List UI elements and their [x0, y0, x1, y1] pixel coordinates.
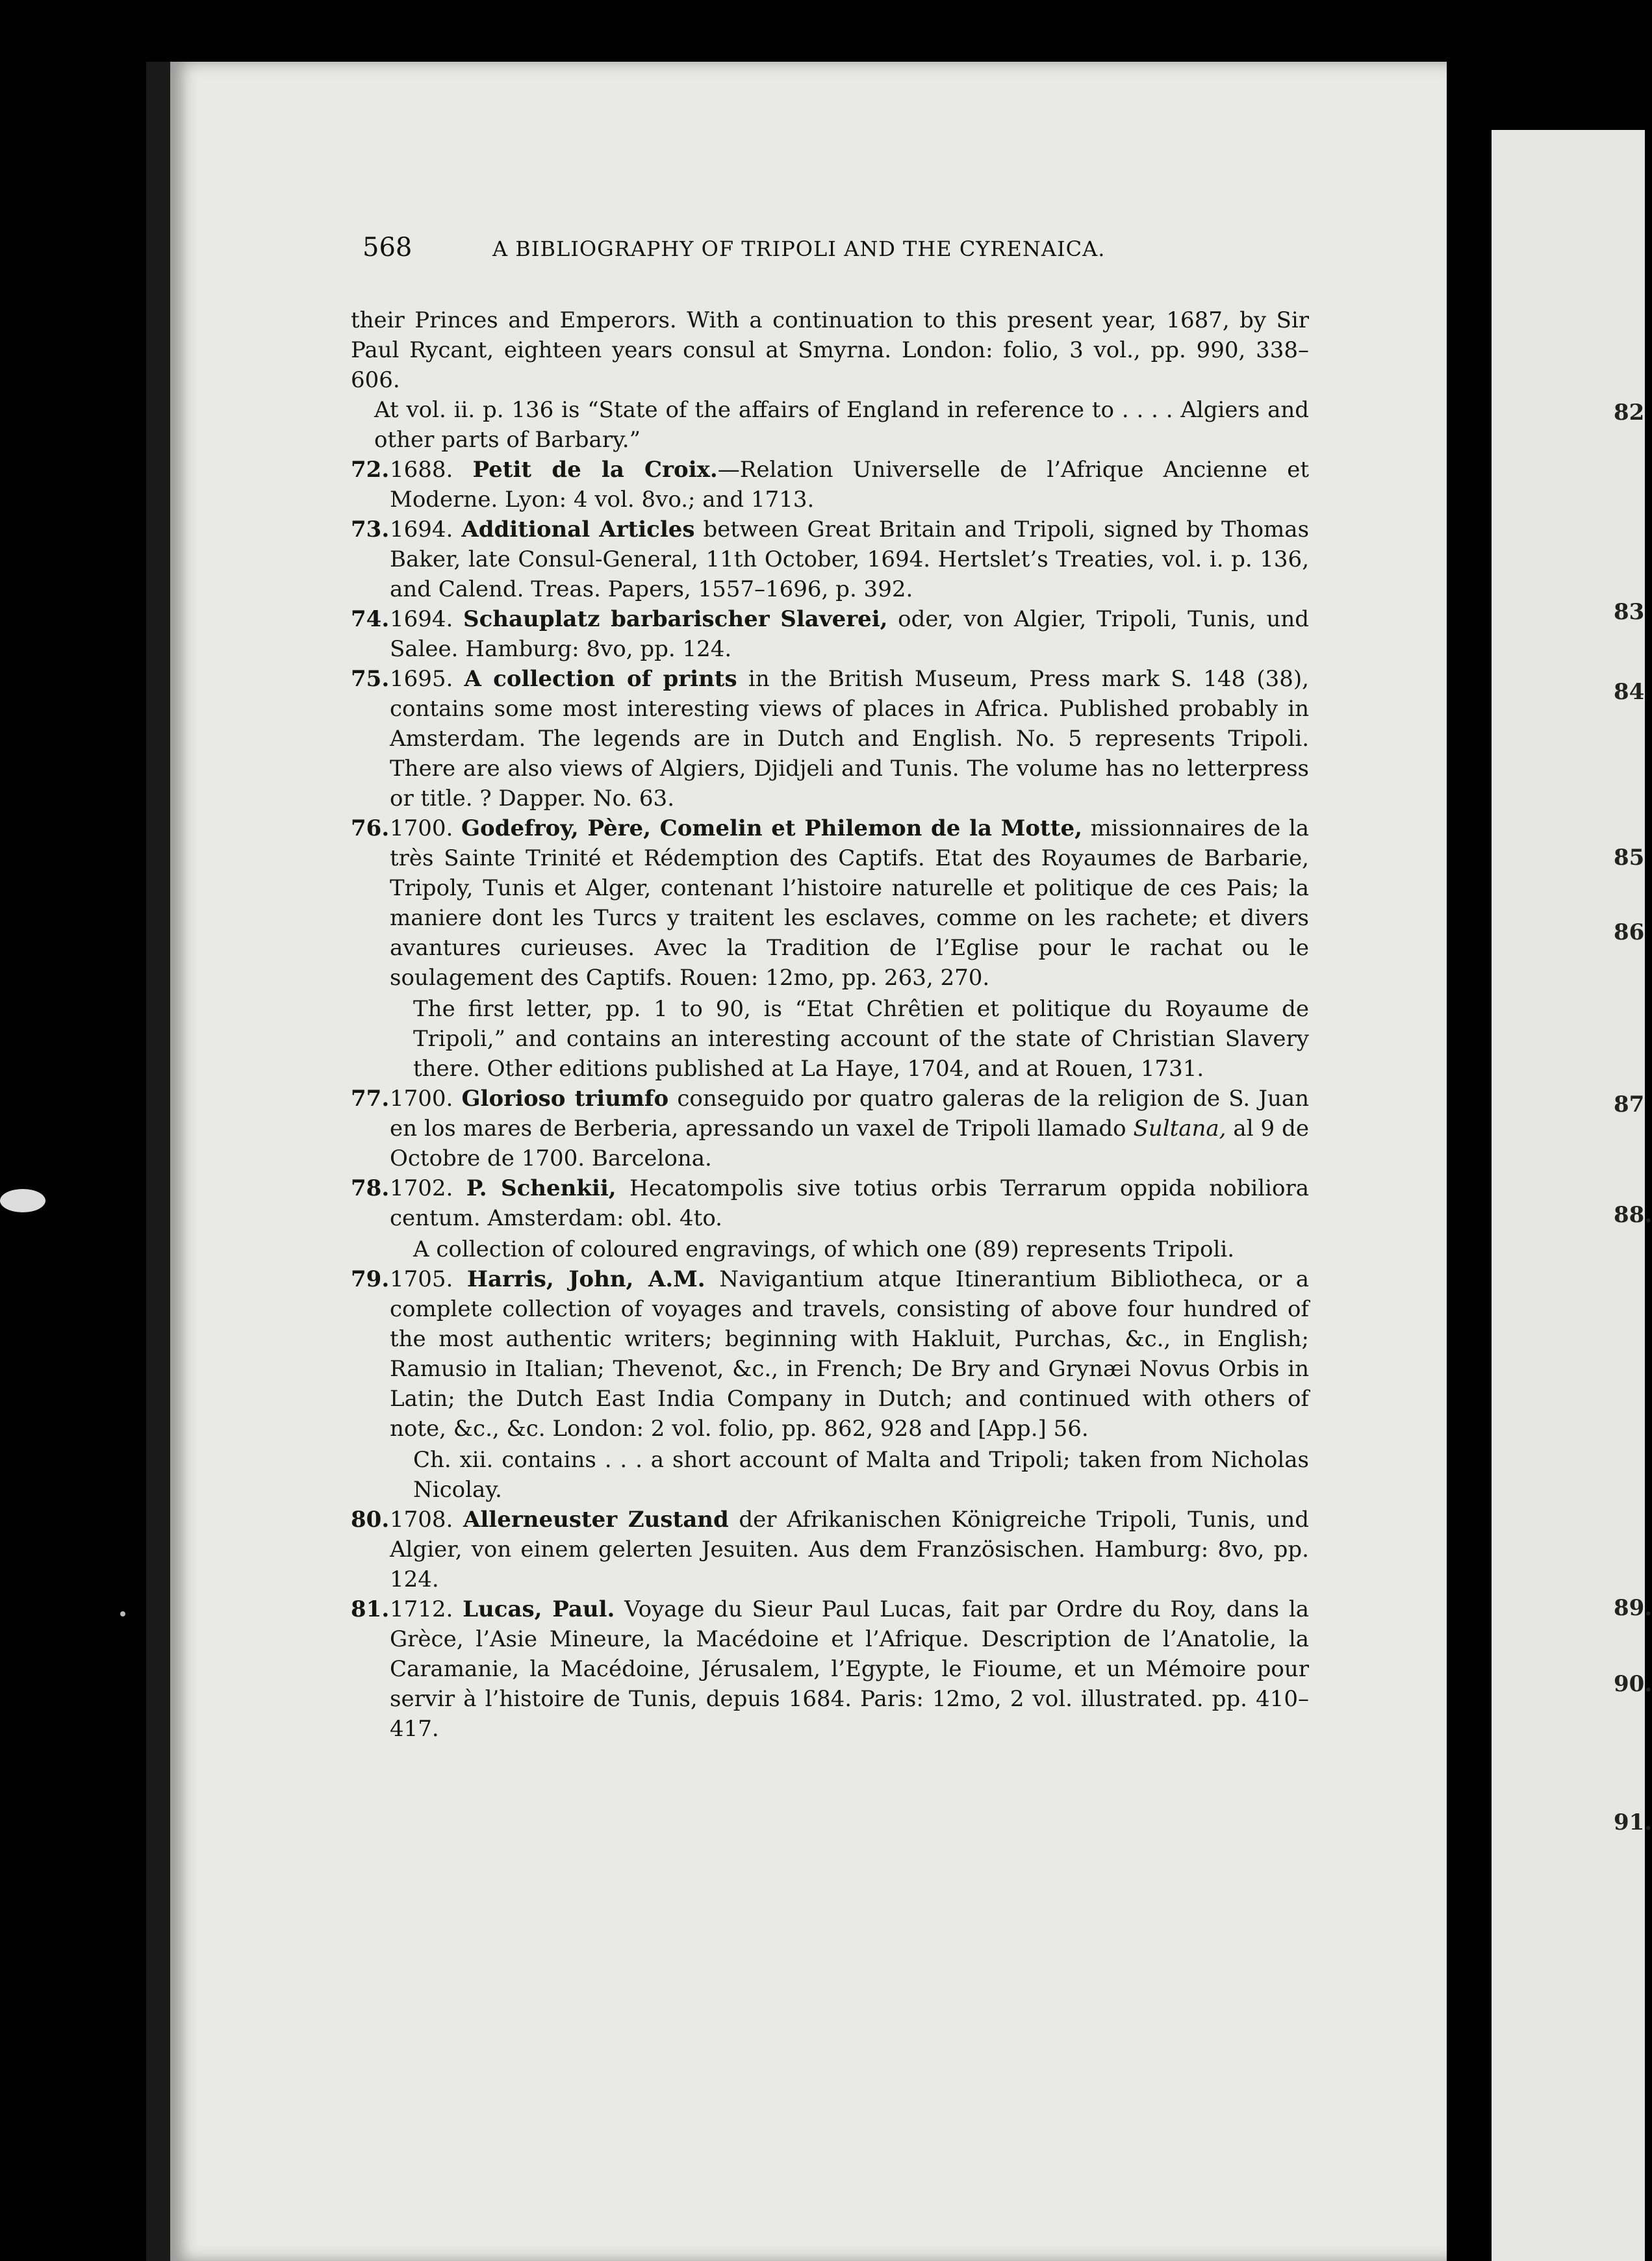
entry-year: 1712. — [390, 1596, 453, 1622]
entry-number: 80. — [351, 1507, 390, 1533]
entry-number: 75. — [351, 666, 390, 692]
continued-entry-note: At vol. ii. p. 136 is “State of the affairs of England in reference to . . . . Algiers and other parts of Barbary.” — [374, 397, 1309, 453]
entry-text: oder, von Algier, Tripoli, Tunis, und Salee. Hamburg: 8vo, pp. 124. — [390, 606, 1309, 662]
entry-heading: Glorioso triumfo — [461, 1086, 669, 1112]
entry-number: 78. — [351, 1175, 390, 1201]
entry-text: conseguido por quatro galeras de la religion de S. Juan en los mares de Berberia, apressando un vaxel de Tripoli llamado — [390, 1086, 1310, 1142]
entry-year: 1700. — [390, 815, 453, 841]
entry-year: 1705. — [390, 1266, 453, 1292]
entry-81 — [351, 1594, 1309, 1744]
entry-77 — [351, 1084, 1309, 1173]
entry-year: 1708. — [390, 1507, 453, 1533]
ship-name: Sultana, — [1133, 1116, 1226, 1142]
entry-number: 77. — [351, 1086, 390, 1112]
entry-72 — [351, 455, 1309, 515]
entry-74 — [351, 604, 1309, 664]
entry-number: 73. — [351, 517, 390, 543]
entry-73 — [351, 515, 1309, 604]
facing-page-number-fragment: 90. — [1614, 1671, 1652, 1697]
entry-note: The first letter, pp. 1 to 90, is “Etat Chrêtien et politique du Royaume de Tripoli,” and contains an interesting account of the state of Christian Slavery there. Other editions published at La Haye, 1704, and at Rouen, 1731. — [413, 996, 1309, 1082]
facing-page-number-fragment: 83 — [1614, 599, 1645, 625]
facing-page-edge — [1492, 130, 1645, 2261]
entry-text: al 9 de Octobre de 1700. Barcelona. — [390, 1116, 1309, 1171]
entry-year: 1688. — [390, 457, 453, 483]
entry-75 — [351, 664, 1309, 813]
facing-page-number-fragment: 85 — [1614, 845, 1645, 871]
entry-number: 79. — [351, 1266, 390, 1292]
entry-heading: Godefroy, Père, Comelin et Philemon de la Motte, — [461, 815, 1082, 841]
facing-page-number-fragment: 89. — [1614, 1595, 1652, 1621]
entry-note: A collection of coloured engravings, of which one (89) represents Tripoli. — [413, 1236, 1235, 1262]
entry-text: der Afrikanischen Königreiche Tripoli, Tunis, und Algier, von einem gelerten Jesuiten. Aus dem Französischen. Hamburg: 8vo, pp. 124. — [390, 1507, 1310, 1592]
entry-heading: Schauplatz barbarischer Slaverei, — [463, 606, 888, 632]
entry-text: missionnaires de la très Sainte Trinité et Rédemption des Captifs. Etat des Royaumes de Barbarie, Tripoly, Tunis et Alger, contenant l’histoire naturelle et politique de ces Pais; la maniere dont les Turcs y traitent les esclaves, comme on les rachete; et divers avantures curieuses. Avec la Tradition de l’Eglise pour le rachat ou le soulagement des Captifs. Rouen: 12mo, pp. 263, 270. — [390, 815, 1309, 991]
entry-80 — [351, 1505, 1309, 1594]
entry-heading: Allerneuster Zustand — [463, 1507, 729, 1533]
entry-year: 1694. — [390, 517, 453, 543]
facing-page-number-fragment: 87 — [1614, 1092, 1645, 1118]
entry-76 — [351, 813, 1309, 993]
entry-heading: A collection of prints — [464, 666, 737, 692]
entry-text: Navigantium atque Itinerantium Bibliotheca, or a complete collection of voyages and travels, consisting of above four hundred of the most authentic writers; beginning with Hakluit, Purchas, &c., in English; Ramusio in Italian; Thevenot, &c., in French; De Bry and Grynæi Novus Orbis in Latin; the Dutch East India Company in Dutch; and continued with others of note, &c., &c. London: 2 vol. folio, pp. 862, 928 and [App.] 56. — [390, 1266, 1310, 1442]
entry-text: between Great Britain and Tripoli, signed by Thomas Baker, late Consul-General, 11th October, 1694. Hertslet’s Treaties, vol. i. p. 136, and Calend. Treas. Papers, 1557–1696, p. 392. — [390, 517, 1310, 602]
entry-number: 74. — [351, 606, 390, 632]
entry-heading: P. Schenkii, — [466, 1175, 616, 1201]
entry-number: 72. — [351, 457, 390, 483]
facing-page-number-fragment: 91. — [1614, 1809, 1652, 1835]
continued-entry-text: their Princes and Emperors. With a continuation to this present year, 1687, by Sir Paul Rycant, eighteen years consul at Smyrna. London: folio, 3 vol., pp. 990, 338–606. — [351, 307, 1309, 393]
page-number: 568 — [362, 233, 413, 262]
facing-page-number-fragment: 88. — [1614, 1202, 1652, 1228]
entry-heading: Lucas, Paul. — [463, 1596, 615, 1622]
entry-78 — [351, 1173, 1309, 1233]
scan-speck — [0, 1189, 45, 1212]
bibliography-text — [351, 305, 1309, 1744]
entry-text: —Relation Universelle de l’Afrique Ancienne et Moderne. Lyon: 4 vol. 8vo.; and 1713. — [390, 457, 1309, 513]
facing-page-number-fragment: 84 — [1614, 679, 1645, 705]
entry-year: 1695. — [390, 666, 453, 692]
entry-year: 1702. — [390, 1175, 453, 1201]
entry-number: 76. — [351, 815, 390, 841]
entry-79 — [351, 1264, 1309, 1444]
entry-number: 81. — [351, 1596, 390, 1622]
entry-heading: Petit de la Croix. — [472, 457, 718, 483]
running-title: A BIBLIOGRAPHY OF TRIPOLI AND THE CYRENAICA. — [492, 236, 1106, 261]
left-gutter-shadow — [146, 62, 172, 2261]
entry-year: 1694. — [390, 606, 453, 632]
entry-text: Voyage du Sieur Paul Lucas, fait par Ordre du Roy, dans la Grèce, l’Asie Mineure, la Macédoine et l’Afrique. Description de l’Anatolie, la Caramanie, la Macédoine, Jérusalem, l’Egypte, le Fioume, et un Mémoire pour servir à l’histoire de Tunis, depuis 1684. Paris: 12mo, 2 vol. illustrated. pp. 410–417. — [390, 1596, 1309, 1742]
entry-heading: Additional Articles — [461, 517, 695, 543]
entry-note: Ch. xii. contains . . . a short account of Malta and Tripoli; taken from Nicholas Nicolay. — [413, 1447, 1309, 1503]
entry-text: in the British Museum, Press mark S. 148 (38), contains some most interesting views of places in Africa. Published probably in Amsterdam. The legends are in Dutch and English. No. 5 represents Tripoli. There are also views of Algiers, Djidjeli and Tunis. The volume has no letterpress or title. ? Dapper. No. 63. — [390, 666, 1309, 811]
page-header — [362, 233, 1285, 272]
entry-year: 1700. — [390, 1086, 453, 1112]
scan-speck — [120, 1611, 125, 1616]
entry-text: Hecatompolis sive totius orbis Terrarum oppida nobiliora centum. Amsterdam: obl. 4to. — [390, 1175, 1309, 1231]
facing-page-number-fragment: 82 — [1614, 400, 1645, 426]
entry-heading: Harris, John, A.M. — [466, 1266, 705, 1292]
facing-page-number-fragment: 86 — [1614, 919, 1645, 945]
